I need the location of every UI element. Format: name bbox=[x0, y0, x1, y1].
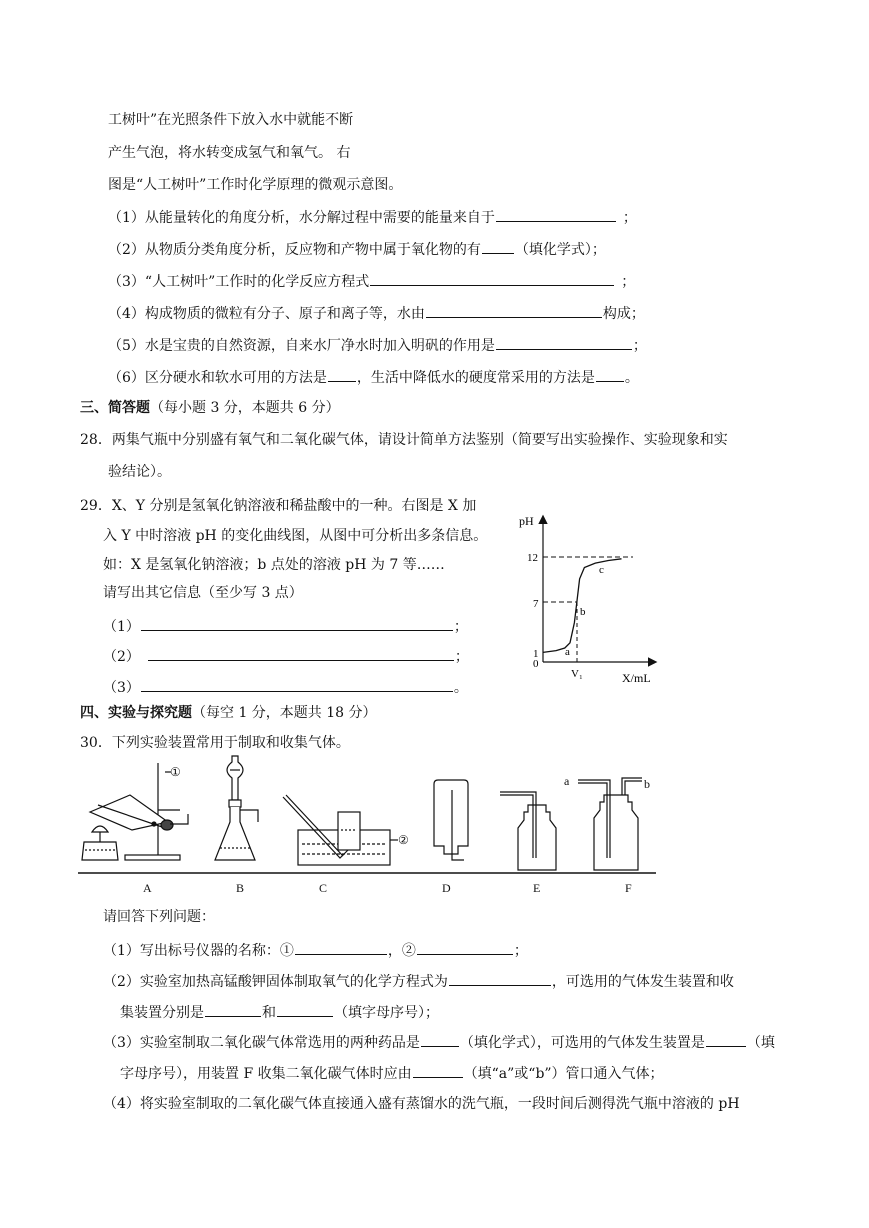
apparatus-e bbox=[500, 792, 556, 895]
q27-5-text: （5）水是宝贵的自然资源，自来水厂净水时加入明矾的作用是 bbox=[108, 338, 495, 354]
answer-blank[interactable] bbox=[370, 270, 614, 286]
y-tick-7: 7 bbox=[533, 598, 539, 610]
q30-3-mid: （填化学式），可选用的气体发生装置是 bbox=[459, 1035, 705, 1051]
q30-item-2 bbox=[103, 970, 734, 992]
q27-2-text: （2）从物质分类角度分析，反应物和产物中属于氧化物的有 bbox=[108, 242, 481, 258]
y-tick-0: 0 bbox=[533, 658, 539, 670]
answer-blank[interactable] bbox=[295, 939, 387, 955]
q30-2-end: （填字母序号）； bbox=[334, 1005, 439, 1021]
q30-3-text: （3）实验室制取二氧化碳气体常选用的两种药品是 bbox=[103, 1035, 420, 1051]
q30-1-text: （1）写出标号仪器的名称：① bbox=[103, 943, 294, 959]
q29-line-2: 入 Y 中时溶液 pH 的变化曲线图，从图中可分析出多条信息。 bbox=[103, 528, 488, 544]
label-a: A bbox=[143, 881, 152, 895]
answer-blank[interactable] bbox=[706, 1031, 746, 1047]
q27-5-end: ； bbox=[632, 338, 647, 354]
label-port-b: b bbox=[644, 777, 650, 791]
section-4-note: （每空 1 分，本题共 18 分） bbox=[192, 705, 377, 721]
q30-3-mid-2: （填 bbox=[746, 1035, 775, 1051]
answer-blank[interactable] bbox=[141, 676, 453, 692]
q27-4-end: 构成； bbox=[602, 306, 645, 322]
answer-blank[interactable] bbox=[596, 366, 624, 382]
q29-a1-end: ； bbox=[453, 619, 468, 635]
apparatus-a bbox=[82, 763, 188, 895]
apparatus-figure bbox=[70, 750, 670, 900]
answer-blank[interactable] bbox=[496, 206, 616, 222]
answer-blank[interactable] bbox=[421, 1031, 459, 1047]
q30-item-1 bbox=[103, 939, 528, 961]
q30-3-end: （填“a”或“b”）管口通入气体； bbox=[463, 1066, 664, 1082]
q28-line-2: 验结论）。 bbox=[108, 464, 171, 480]
q30-2-text-2: 集装置分别是 bbox=[120, 1005, 204, 1021]
label-c: C bbox=[319, 881, 328, 895]
answer-blank[interactable] bbox=[496, 334, 632, 350]
q27-item-5 bbox=[108, 334, 647, 356]
apparatus-b bbox=[215, 756, 258, 895]
q30-3-text-2: 字母序号），用装置 F 收集二氧化碳气体时应由 bbox=[120, 1066, 412, 1082]
answer-blank[interactable] bbox=[328, 366, 356, 382]
y-tick-1: 1 bbox=[533, 648, 539, 660]
q27-6-text: （6）区分硬水和软水可用的方法是 bbox=[108, 370, 327, 386]
q27-3-text: （3）“人工树叶”工作时的化学反应方程式 bbox=[108, 274, 370, 290]
apparatus-f bbox=[564, 774, 650, 895]
q30-1-end: ； bbox=[513, 943, 528, 959]
q29-answer-2 bbox=[103, 645, 469, 667]
answer-blank[interactable] bbox=[205, 1001, 261, 1017]
answer-blank[interactable] bbox=[413, 1062, 463, 1078]
section-3-note: （每小题 3 分，本题共 6 分） bbox=[150, 400, 340, 416]
q29-a1-label: （1） bbox=[103, 619, 140, 635]
q27-item-3 bbox=[108, 270, 635, 292]
point-label-a: a bbox=[565, 646, 570, 658]
point-label-b: b bbox=[580, 606, 586, 618]
q29-a3-end: 。 bbox=[453, 680, 468, 696]
intro-line-1: 工树叶”在光照条件下放入水中就能不断 bbox=[108, 112, 354, 128]
label-b: B bbox=[236, 881, 245, 895]
section-3-title: 三、简答题 bbox=[80, 400, 150, 416]
label-mark-1: ① bbox=[170, 765, 181, 779]
q29-line-4: 请写出其它信息（至少写 3 点） bbox=[103, 585, 303, 601]
ph-curve-chart bbox=[515, 505, 665, 685]
q29-a3-label: （3） bbox=[103, 680, 140, 696]
answer-blank[interactable] bbox=[417, 939, 513, 955]
point-label-c: c bbox=[599, 564, 604, 576]
q28-line-1: 28．两集气瓶中分别盛有氧气和二氧化碳气体，请设计简单方法鉴别（简要写出实验操作、实验现象和实 bbox=[80, 432, 728, 448]
q30-line-1: 30．下列实验装置常用于制取和收集气体。 bbox=[80, 735, 350, 751]
q27-3-end: ； bbox=[621, 274, 636, 290]
q27-item-6 bbox=[108, 366, 639, 388]
answer-blank[interactable] bbox=[148, 645, 454, 661]
label-e: E bbox=[533, 881, 541, 895]
answer-blank[interactable] bbox=[449, 970, 551, 986]
label-d: D bbox=[442, 881, 451, 895]
q29-line-1: 29．X、Y 分别是氢氧化钠溶液和稀盐酸中的一种。右图是 X 加 bbox=[80, 498, 477, 514]
answer-blank[interactable] bbox=[426, 302, 602, 318]
q30-2-and: 和 bbox=[262, 1005, 276, 1021]
apparatus-d bbox=[434, 780, 468, 895]
q27-4-text: （4）构成物质的微粒有分子、原子和离子等，水由 bbox=[108, 306, 425, 322]
q27-6-mid: ，生活中降低水的硬度常采用的方法是 bbox=[356, 370, 595, 386]
q29-answer-1 bbox=[103, 615, 468, 637]
label-port-a: a bbox=[564, 774, 570, 788]
label-mark-2: ② bbox=[398, 833, 409, 847]
q30-item-4: （4）将实验室制取的二氧化碳气体直接通入盛有蒸馏水的洗气瓶，一段时间后测得洗气瓶中溶液的 pH bbox=[103, 1096, 740, 1112]
q30-1-mid: ，② bbox=[387, 943, 416, 959]
q30-ask: 请回答下列问题： bbox=[103, 909, 215, 925]
q27-1-end: ； bbox=[622, 210, 637, 226]
answer-blank[interactable] bbox=[141, 615, 453, 631]
q30-2-mid: ，可选用的气体发生装置和收 bbox=[551, 974, 734, 990]
section-4-heading bbox=[80, 703, 377, 723]
q27-item-2 bbox=[108, 238, 606, 260]
y-axis-label: pH bbox=[519, 514, 534, 528]
q29-answer-3 bbox=[103, 676, 468, 698]
apparatus-c bbox=[283, 795, 409, 895]
intro-line-2: 产生气泡，将水转变成氢气和氧气。 右 bbox=[108, 145, 351, 161]
section-3-heading bbox=[80, 398, 340, 418]
answer-blank[interactable] bbox=[482, 238, 514, 254]
q30-2-text: （2）实验室加热高锰酸钾固体制取氧气的化学方程式为 bbox=[103, 974, 448, 990]
q27-item-1 bbox=[108, 206, 637, 228]
q27-item-4 bbox=[108, 302, 645, 324]
answer-blank[interactable] bbox=[277, 1001, 333, 1017]
intro-line-3: 图是“人工树叶”工作时化学原理的微观示意图。 bbox=[108, 177, 403, 193]
q30-item-3 bbox=[103, 1031, 775, 1053]
q27-1-text: （1）从能量转化的角度分析，水分解过程中需要的能量来自于 bbox=[108, 210, 495, 226]
x-tick-v1: V₁ bbox=[571, 668, 583, 680]
q30-item-2-cont bbox=[120, 1001, 439, 1023]
q29-a2-end: ； bbox=[454, 649, 469, 665]
q27-6-end: 。 bbox=[624, 370, 639, 386]
label-f: F bbox=[625, 881, 632, 895]
x-axis-label: X/mL bbox=[622, 671, 651, 685]
y-tick-12: 12 bbox=[527, 552, 538, 564]
q27-2-end: （填化学式）； bbox=[514, 242, 606, 258]
q30-item-3-cont bbox=[120, 1062, 664, 1084]
q29-a2-label: （2） bbox=[103, 649, 140, 665]
section-4-title: 四、实验与探究题 bbox=[80, 705, 192, 721]
q29-line-3: 如：X 是氢氧化钠溶液；b 点处的溶液 pH 为 7 等…… bbox=[103, 557, 445, 573]
